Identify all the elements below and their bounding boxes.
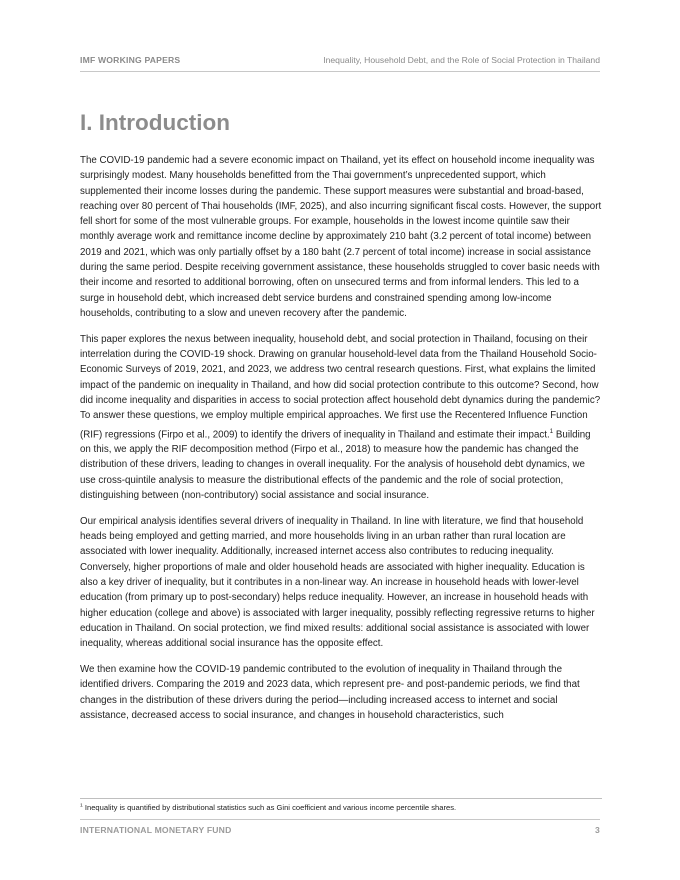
running-footer [80, 825, 600, 835]
footnote-divider [80, 798, 602, 799]
page-number: 3 [595, 825, 600, 835]
paragraph-1: The COVID-19 pandemic had a severe economic impact on Thailand, yet its effect on household income inequality was surprisingly modest. Many households benefitted from the Thai government’s unprecedented support, which supplemented their income losses during the pandemic. These support measures were substantial and broad-based, reaching over 80 percent of Thai households (IMF, 2025), and also incurring significant fiscal costs. However, the support fell short for some of the most vulnerable groups. For example, households in the lowest income quintile saw their monthly average work and remittance income decline by approximately 210 baht (3.2 percent of total income) between 2019 and 2021, which was only partially offset by a 180 baht (2.7 percent of total income) increase in social assistance during the same period. Despite receiving government assistance, these households struggled to cover basic needs with their income and resorted to additional borrowing, often on unsecured terms and from informal lenders. This led to a surge in household debt, which increased debt service burdens and constrained spending among low-income households, contributing to a slow and uneven recovery after the pandemic. [80, 155, 602, 319]
footnote [80, 803, 602, 812]
paragraph-2-part-b: Building on this, we apply the RIF decomposition method (Firpo et al., 2018) to measure how the pandemic has changed the distribution of these drivers, leading to changes in overall inequality. For the analysis of household debt dynamics, we use cross-quintile analysis to measure the distributional effects of the pandemic and the role of social protection, distinguishing between (non-contributory) social assistance and social insurance. [80, 428, 591, 501]
paragraph-4: We then examine how the COVID-19 pandemic contributed to the evolution of inequality in Thailand through the identified drivers. Comparing the 2019 and 2023 data, which represent pre- and post-pandemic periods, we find that changes in the distribution of these drivers during the period—including increased access to internet and social assistance, decreased access to social insurance, and changes in household characteristics, such [80, 663, 580, 721]
footnote-text: Inequality is quantified by distributional statistics such as Gini coefficient and various income percentile shares. [82, 803, 457, 812]
series-title: IMF WORKING PAPERS [80, 55, 181, 65]
paragraph-2 [80, 332, 602, 504]
body-text [80, 153, 602, 734]
paragraph-2-part-a: This paper explores the nexus between inequality, household debt, and social protection in Thailand, focusing on their interrelation during the COVID-19 shock. Drawing on granular household-level data from the Thailand Household Socio-Economic Surveys of 2019, 2021, and 2023, we address two central research questions. First, what explains the limited impact of the pandemic on inequality in Thailand, and how did social protection contribute to this outcome? Second, how did income inequality and disparities in access to social protection affect household debt dynamics during the pandemic? To answer these questions, we employ multiple empirical approaches. We first use the Recentered Influence Function (RIF) regressions (Firpo et al., 2009) to identify the drivers of inequality in Thailand and estimate their impact. [80, 333, 601, 440]
running-header [80, 55, 600, 65]
footnote-marker: 1 [80, 803, 83, 809]
footnote-reference[interactable]: 1 [549, 427, 554, 435]
paper-title: Inequality, Household Debt, and the Role of Social Protection in Thailand [323, 55, 600, 65]
publisher-name: INTERNATIONAL MONETARY FUND [80, 825, 232, 835]
section-heading: I. Introduction [80, 110, 230, 135]
header-divider [80, 71, 600, 72]
paragraph-3: Our empirical analysis identifies several drivers of inequality in Thailand. In line with literature, we find that household heads being employed and getting married, and more households living in an urban rather than rural location are associated with lower inequality. Additionally, increased internet access also contributes to reducing inequality. Conversely, higher proportions of male and older household heads are associated with higher inequality. Education is also a key driver of inequality, but it contributes in a non-linear way. An increase in household heads with lower-level education (from primary up to post-secondary) helps reduce inequality. However, an increase in household heads with higher education (college and above) is associated with larger inequality, possibly reflecting regressive returns to higher education in Thailand. On social protection, we find mixed results: additional social assistance is associated with lower inequality, whereas additional social insurance has the opposite effect. [80, 515, 595, 650]
footer-divider [80, 819, 600, 820]
